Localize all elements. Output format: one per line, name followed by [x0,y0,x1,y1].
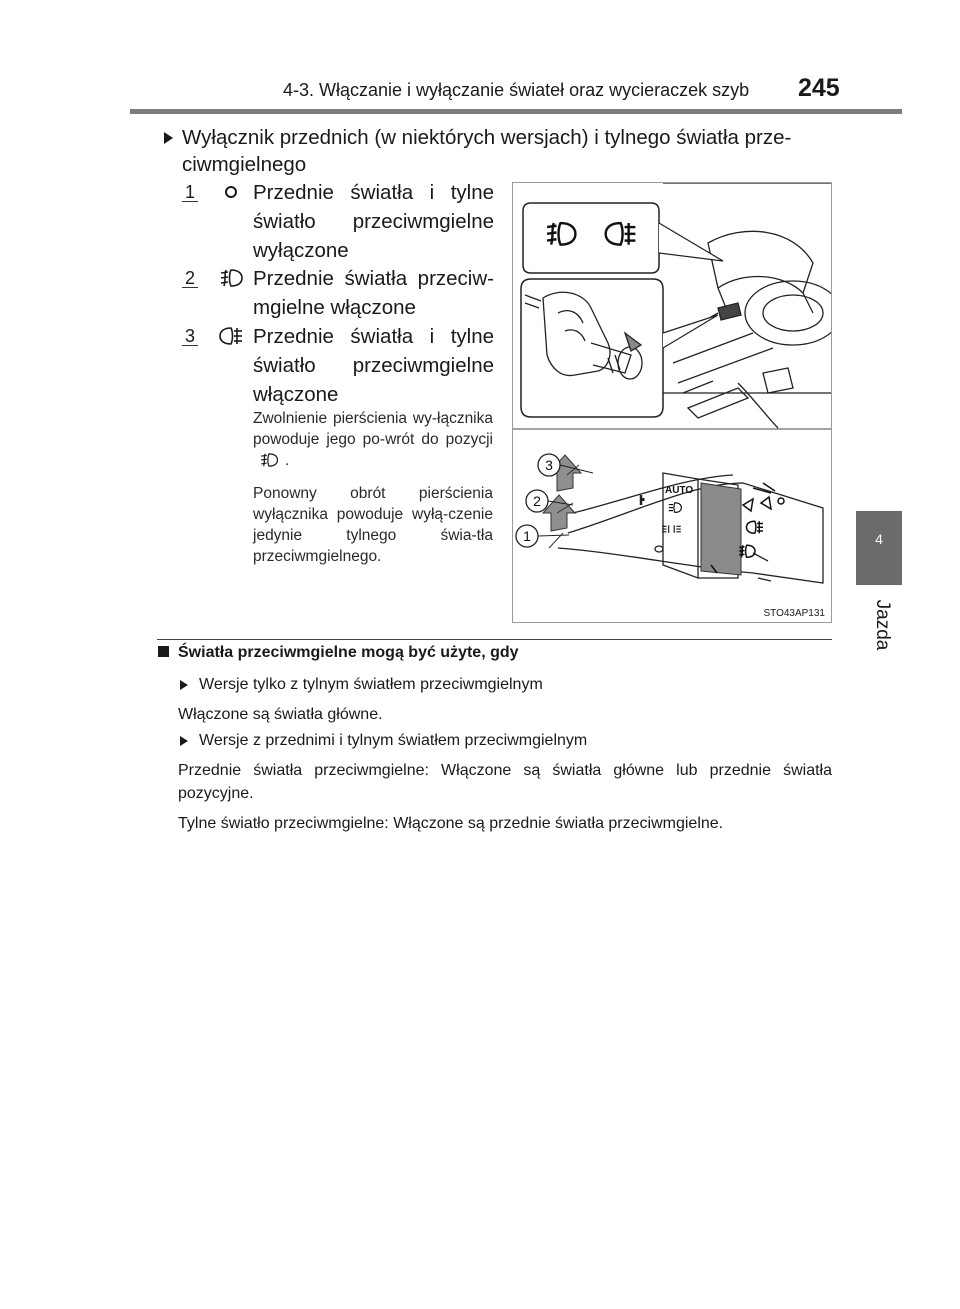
item-number: 2 [182,268,198,288]
square-bullet-icon [158,646,169,657]
note-release [253,408,493,471]
version-2-label: Wersje z przednimi i tylnym światłem przeciwmgielnym [199,732,588,749]
version-1-heading [199,676,543,694]
chapter-tab [856,511,902,585]
auto-label: AUTO [665,485,694,496]
page-number: 245 [798,74,840,102]
triangle-bullet-icon [180,736,188,746]
note-rotate: Ponowny obrót pierścienia wyłącznika powoduje wyłą-czenie jedynie tylnego świa-tła przeciwmgielnego. [253,485,493,565]
item-number: 3 [182,326,198,346]
item-text: Przednie światła przeciw-mgielne włączone [253,267,494,319]
version-2-text-2: Tylne światło przeciwmgielne: Włączone są przednie światła przeciwmgielne. [178,815,724,832]
chapter-label: Jazda [872,599,893,651]
front-fog-icon [218,267,244,289]
section-heading [182,124,832,178]
list-item-3 [182,322,494,404]
header-rule [130,109,902,114]
version-1-label: Wersje tylko z tylnym światłem przeciwmgielnym [199,676,543,693]
rear-fog-icon [218,325,244,347]
triangle-bullet-icon [180,680,188,690]
list-item-2 [182,264,494,320]
switch-illustration [512,182,832,623]
note-text-end: . [285,452,290,469]
illustration-drawing [513,183,832,623]
section-title: 4-3. Włączanie i wyłączanie świateł oraz wycieraczek szyb [283,80,750,100]
triangle-bullet-icon [164,132,173,144]
version-2-text-1: Przednie światła przeciwmgielne: Włączone są światła główne lub przednie światła pozycyjne. [178,762,832,802]
item-text: Przednie światła i tylne światło przeciwmgielne wyłączone [253,181,494,262]
front-fog-icon [259,451,279,469]
conditions-heading-text: Światła przeciwmgielne mogą być użyte, gdy [178,644,519,661]
version-2-heading [199,732,587,750]
version-1-text: Włączone są światła główne. [178,706,383,723]
section-rule [157,639,832,640]
item-number: 1 [182,182,198,202]
callout-number-1: 1 [523,528,531,544]
note-text: Zwolnienie pierścienia wy-łącznika powoduje jego po-wrót do pozycji [253,410,493,448]
list-item-1 [182,178,494,260]
item-text: Przednie światła i tylne światło przeciwmgielne włączone [253,325,494,406]
figure-code: STO43AP131 [763,608,825,619]
callout-number-2: 2 [533,493,541,509]
section-heading-text: Wyłącznik przednich (w niektórych wersjach) i tylnego światła prze-ciwmgielnego [182,126,792,176]
callout-number-3: 3 [545,457,553,473]
chapter-label-wrap [862,590,902,660]
off-circle-icon [218,181,244,203]
conditions-heading [158,644,519,662]
chapter-number: 4 [875,531,883,547]
